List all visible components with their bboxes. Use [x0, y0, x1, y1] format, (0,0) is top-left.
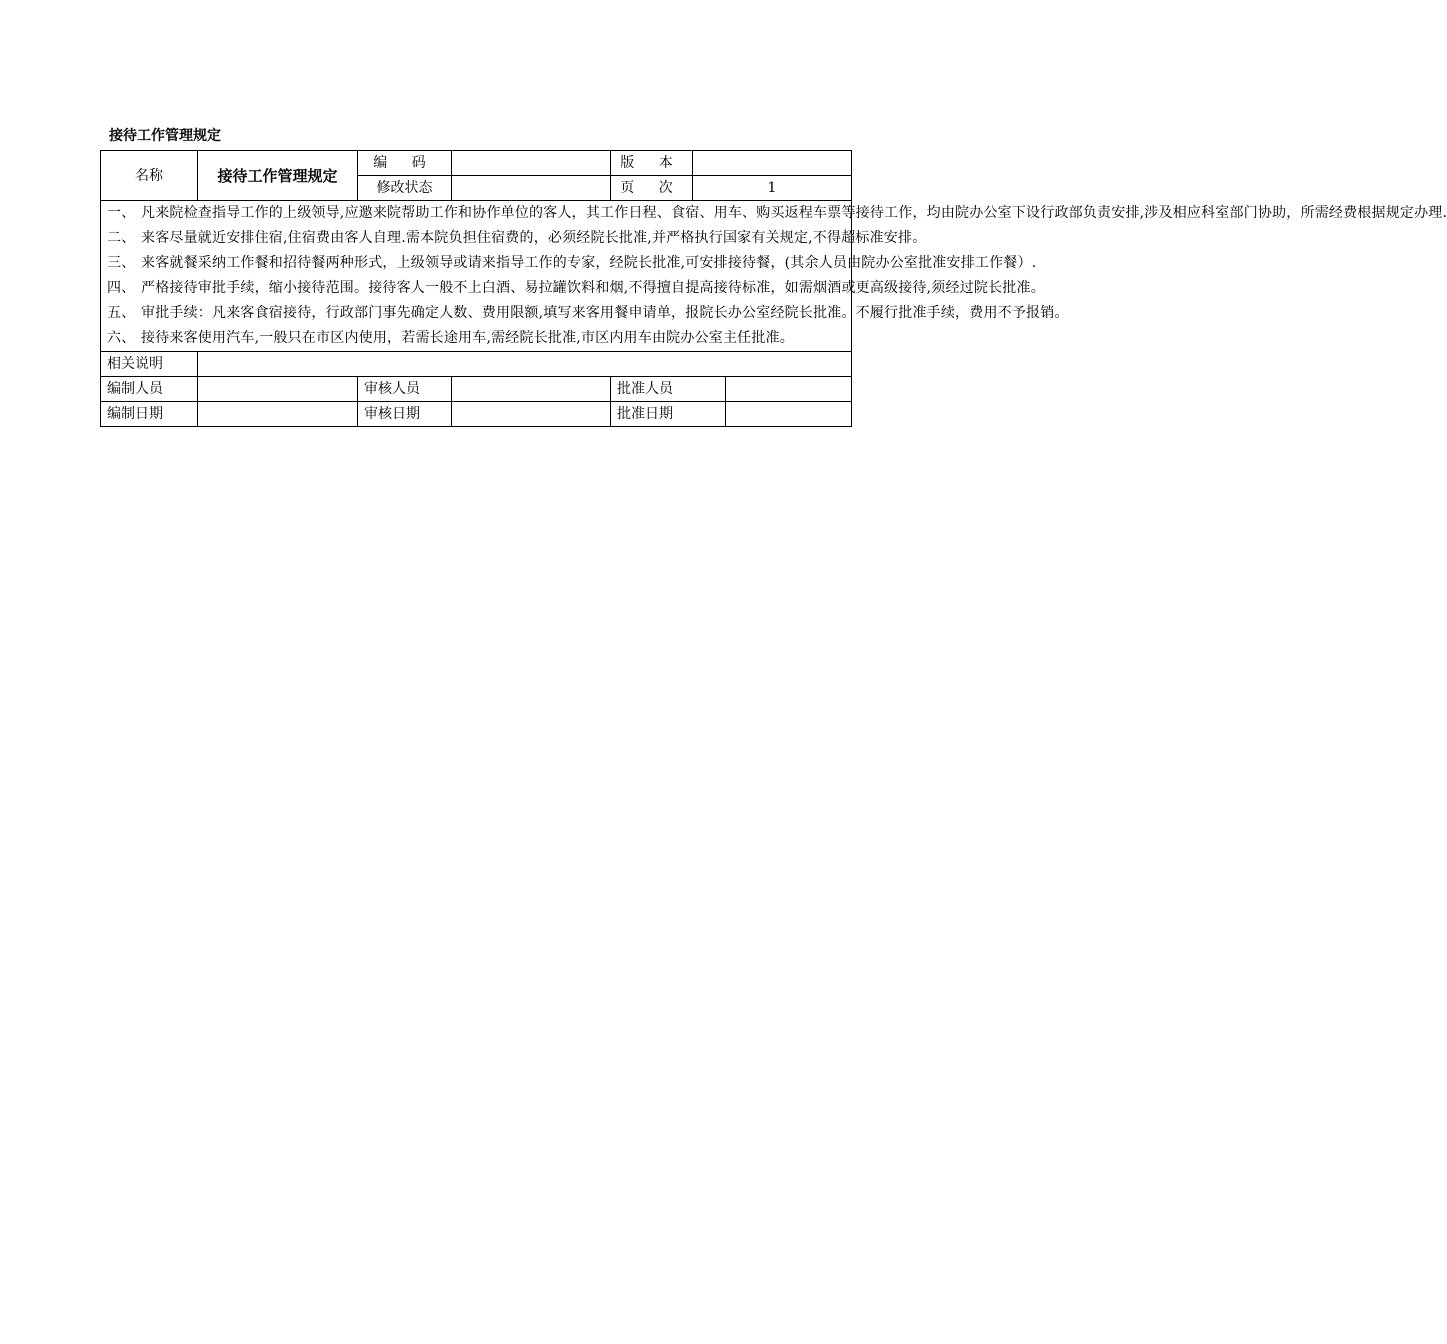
document-title: 接待工作管理规定	[109, 128, 221, 144]
review-date-label: 审核日期	[358, 402, 452, 427]
review-date-value	[452, 402, 611, 427]
notes-row	[101, 352, 852, 377]
rule-item-4	[107, 276, 1045, 301]
reviewer-value	[452, 377, 611, 402]
rule-number: 五、	[107, 305, 136, 321]
reviewer-label: 审核人员	[358, 377, 452, 402]
notes-label: 相关说明	[101, 352, 198, 377]
author-value	[198, 377, 358, 402]
rule-text: 来客尽量就近安排住宿,住宿费由客人自理.需本院负担住宿费的，必须经院长批准,并严格执行国家有关规定,不得超标准安排。	[141, 230, 927, 246]
author-label: 编制人员	[101, 377, 198, 402]
code-label: 编 码	[358, 151, 452, 176]
approver-value	[726, 377, 852, 402]
approve-date-label: 批准日期	[611, 402, 726, 427]
notes-value	[198, 352, 852, 377]
name-value: 接待工作管理规定	[198, 151, 358, 201]
approve-date-value	[726, 402, 852, 427]
rule-item-1	[107, 201, 1447, 226]
version-value	[693, 151, 852, 176]
page-value: 1	[693, 176, 852, 201]
revision-label: 修改状态	[358, 176, 452, 201]
rule-number: 四、	[107, 280, 136, 296]
rule-number: 三、	[107, 255, 136, 271]
rule-number: 六、	[107, 330, 136, 346]
author-date-label: 编制日期	[101, 402, 198, 427]
name-label: 名称	[101, 151, 198, 201]
approver-label: 批准人员	[611, 377, 726, 402]
rule-text: 严格接待审批手续，缩小接待范围。接待客人一般不上白酒、易拉罐饮料和烟,不得擅自提高接待标准，如需烟酒或更高级接待,须经过院长批准。	[141, 280, 1045, 296]
page-label: 页 次	[611, 176, 693, 201]
rule-item-6	[107, 326, 845, 351]
author-date-value	[198, 402, 358, 427]
rule-item-5	[107, 301, 1069, 326]
header-row-1	[101, 151, 852, 176]
rule-text: 凡来院检查指导工作的上级领导,应邀来院帮助工作和协作单位的客人，其工作日程、食宿、用车、购买返程车票等接待工作，均由院办公室下设行政部负责安排,涉及相应科室部门协助，所需经费根据规定办理.	[141, 205, 1447, 221]
rule-item-3	[107, 251, 1037, 276]
code-value	[452, 151, 611, 176]
regulation-form	[100, 150, 1447, 427]
rule-text: 来客就餐采纳工作餐和招待餐两种形式，上级领导或请来指导工作的专家，经院长批准,可安排接待餐，(其余人员由院办公室批准安排工作餐）.	[141, 255, 1037, 271]
rule-number: 二、	[107, 230, 136, 246]
revision-value	[452, 176, 611, 201]
version-label: 版 本	[611, 151, 693, 176]
rule-text: 接待来客使用汽车,一般只在市区内使用，若需长途用车,需经院长批准,市区内用车由院办公室主任批准。	[141, 330, 794, 346]
rule-text: 审批手续：凡来客食宿接待，行政部门事先确定人数、费用限额,填写来客用餐申请单，报院长办公室经院长批准。不履行批准手续，费用不予报销。	[141, 305, 1069, 321]
rules-content	[101, 201, 1447, 352]
dates-row	[101, 402, 852, 427]
rule-number: 一、	[107, 205, 136, 221]
content-row	[101, 201, 852, 352]
rule-item-2	[107, 226, 927, 251]
personnel-row	[101, 377, 852, 402]
